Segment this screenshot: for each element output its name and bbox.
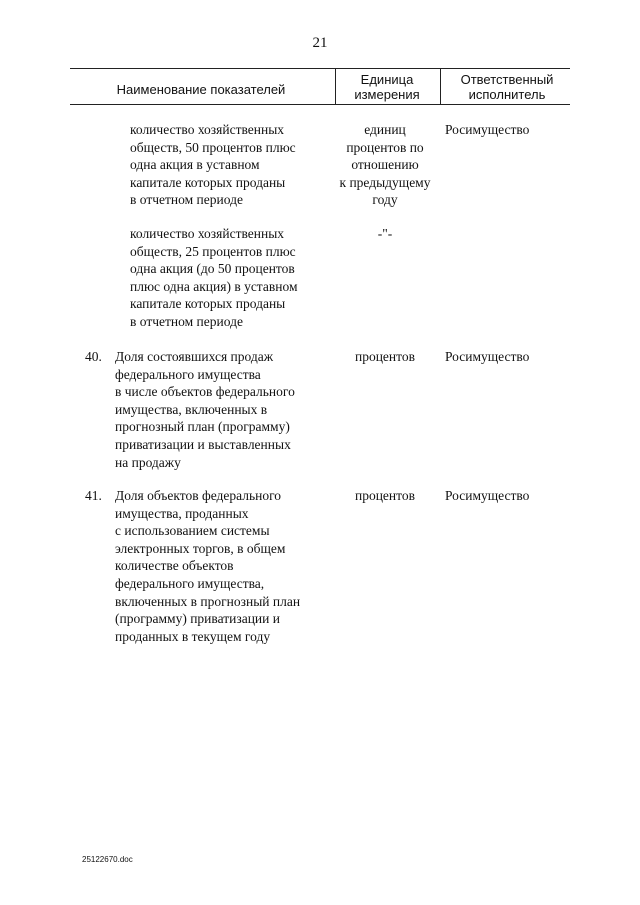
row-name-line: в отчетном периоде — [130, 313, 243, 329]
row-name-line: плюс одна акция) в уставном — [130, 278, 298, 294]
header-divider — [335, 68, 336, 104]
row-index: 41. — [85, 488, 102, 503]
row-name-line: капитале которых проданы — [130, 174, 286, 190]
row-name-line: проданных в текущем году — [115, 628, 271, 644]
row-name-line: количество хозяйственных — [130, 122, 285, 137]
row-name-line: с использованием системы — [115, 523, 270, 539]
row-unit-line: году — [372, 192, 398, 208]
row-name — [115, 487, 330, 645]
header-unit — [337, 72, 437, 102]
table-top-rule — [70, 68, 570, 69]
row-name-line: обществ, 50 процентов плюс — [130, 139, 296, 155]
row-name-line: в отчетном периоде — [130, 192, 243, 208]
header-responsible-line: Ответственный — [460, 72, 554, 87]
row-name — [115, 348, 330, 471]
row-name-line: федерального имущества, — [115, 575, 265, 591]
row-name-line: на продажу — [115, 454, 181, 470]
row-unit-line: отношению — [351, 157, 419, 173]
row-name-line: обществ, 25 процентов плюс — [130, 243, 296, 259]
table-header-rule — [70, 104, 570, 105]
header-unit-line: измерения — [354, 87, 420, 102]
row-name-line: Доля состоявшихся продаж — [115, 349, 274, 364]
row-index: 40. — [85, 349, 102, 364]
row-unit-line: процентов — [354, 349, 415, 364]
row-responsible: Росимущество — [445, 349, 530, 364]
row-name-line: капитале которых проданы — [130, 296, 286, 312]
row-unit — [330, 121, 440, 209]
row-unit-line: единиц — [364, 122, 406, 137]
row-unit-line: процентов — [354, 488, 415, 503]
row-name-line: приватизации и выставленных — [115, 436, 291, 452]
row-name-line: одна акция в уставном — [130, 157, 260, 173]
row-unit-line: -"- — [377, 226, 393, 241]
header-unit-line: Единица — [360, 72, 414, 87]
row-responsible: Росимущество — [445, 122, 530, 137]
row-name-line: (программу) приватизации и — [115, 611, 280, 627]
row-name — [130, 121, 330, 209]
header-divider — [440, 68, 441, 104]
document-footer: 25122670.doc — [82, 855, 133, 864]
row-unit-line: процентов по — [346, 139, 424, 155]
row-name-line: Доля объектов федерального — [115, 488, 282, 503]
row-name-line: количество хозяйственных — [130, 226, 285, 241]
row-name-line: количестве объектов — [115, 558, 234, 574]
row-name-line: одна акция (до 50 процентов — [130, 261, 295, 277]
row-name-line: имущества, включенных в — [115, 401, 268, 417]
row-unit — [330, 348, 440, 366]
row-name-line: имущества, проданных — [115, 505, 249, 521]
row-unit — [330, 487, 440, 505]
header-responsible-line: исполнитель — [468, 87, 546, 102]
row-name-line: федерального имущества — [115, 366, 261, 382]
row-unit-line: к предыдущему — [339, 174, 431, 190]
page-number: 21 — [312, 35, 328, 51]
row-unit — [330, 225, 440, 243]
row-name-line: в числе объектов федерального — [115, 384, 295, 400]
header-responsible — [443, 72, 571, 102]
row-name-line: электронных торгов, в общем — [115, 540, 286, 556]
row-name-line: включенных в прогнозный план — [115, 593, 301, 609]
row-name-line: прогнозный план (программу) — [115, 419, 290, 435]
row-responsible: Росимущество — [445, 488, 530, 503]
header-name: Наименование показателей — [116, 82, 286, 97]
row-name — [130, 225, 330, 331]
